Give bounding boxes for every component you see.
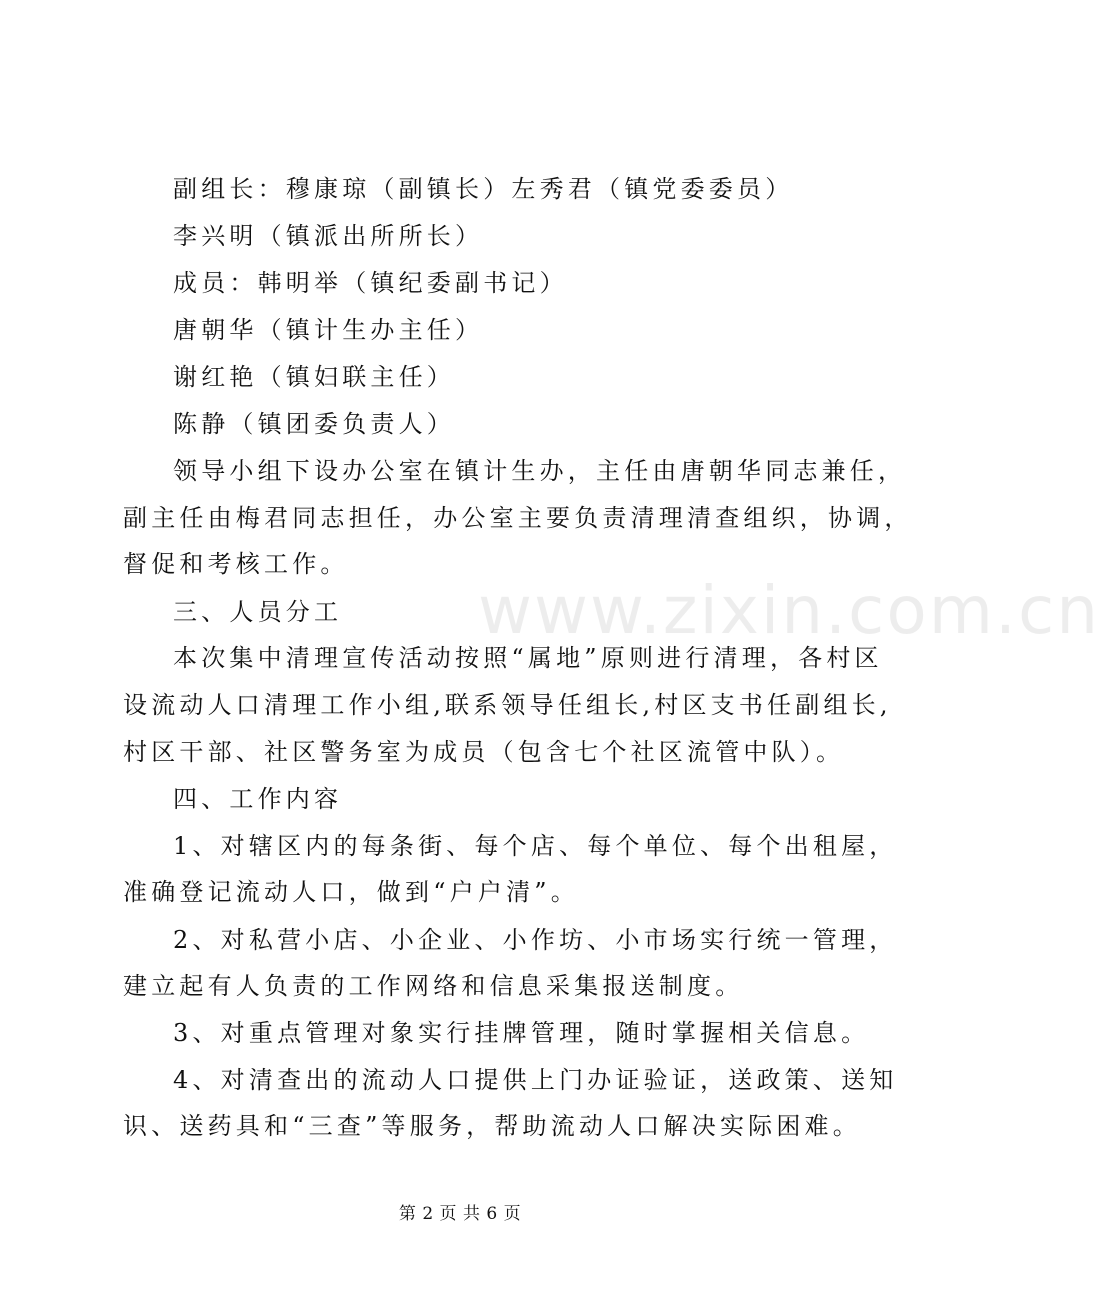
text-line: 副组长：穆康琼（副镇长）左秀君（镇党委委员） — [173, 175, 794, 203]
text-line: 副主任由梅君同志担任，办公室主要负责清理清查组织，协调， — [123, 504, 913, 532]
section-heading: 四、工作内容 — [173, 785, 343, 813]
text-line: 4、对清查出的流动人口提供上门办证验证，送政策、送知 — [173, 1066, 898, 1094]
section-heading: 三、人员分工 — [173, 598, 343, 626]
text-line: 本次集中清理宣传活动按照“属地”原则进行清理，各村区 — [173, 644, 883, 672]
text-line: 1、对辖区内的每条街、每个店、每个单位、每个出租屋， — [173, 832, 898, 860]
watermark: www.zixin.com.cn — [478, 572, 1100, 649]
text-line: 准确登记流动人口，做到“户户清”。 — [123, 878, 579, 906]
text-line: 领导小组下设办公室在镇计生办，主任由唐朝华同志兼任， — [173, 457, 907, 485]
page-footer: 第 2 页 共 6 页 — [398, 1204, 522, 1224]
text-line: 3、对重点管理对象实行挂牌管理，随时掌握相关信息。 — [173, 1019, 870, 1047]
text-line: 督促和考核工作。 — [123, 550, 349, 578]
text-line: 谢红艳（镇妇联主任） — [173, 363, 455, 391]
text-line: 唐朝华（镇计生办主任） — [173, 316, 484, 344]
text-line: 设流动人口清理工作小组,联系领导任组长,村区支书任副组长, — [123, 691, 892, 719]
text-line: 2、对私营小店、小企业、小作坊、小市场实行统一管理， — [173, 926, 898, 954]
text-line: 村区干部、社区警务室为成员（包含七个社区流管中队）。 — [123, 738, 845, 766]
text-line: 成员：韩明举（镇纪委副书记） — [173, 269, 568, 297]
text-line: 陈静（镇团委负责人） — [173, 410, 455, 438]
text-line: 李兴明（镇派出所所长） — [173, 222, 484, 250]
text-line: 建立起有人负责的工作网络和信息采集报送制度。 — [123, 972, 744, 1000]
text-line: 识、送药具和“三查”等服务，帮助流动人口解决实际困难。 — [123, 1112, 861, 1140]
